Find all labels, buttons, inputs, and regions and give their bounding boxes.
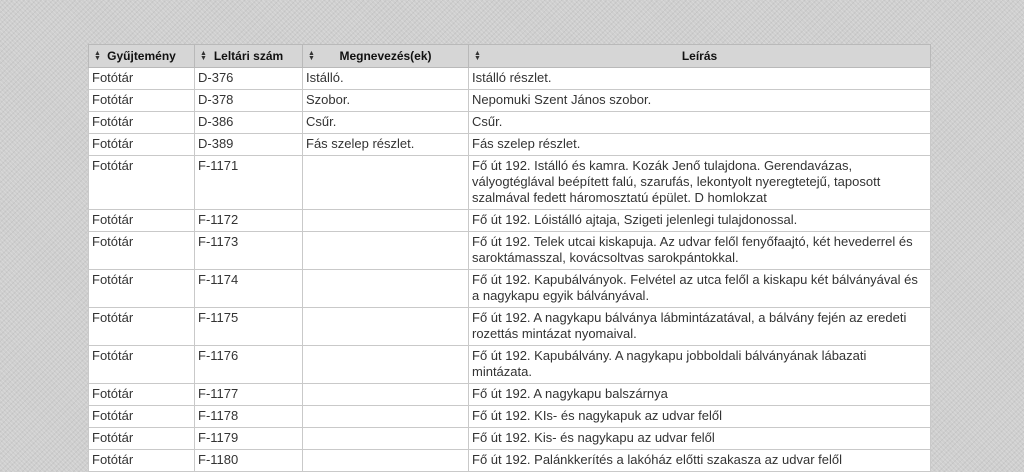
cell-inventory-number: D-376 <box>195 68 303 90</box>
cell-inventory-number: D-389 <box>195 134 303 156</box>
cell-description: Fő út 192. A nagykapu balszárnya <box>469 384 931 406</box>
cell-inventory-number: F-1177 <box>195 384 303 406</box>
table-row[interactable] <box>89 346 931 384</box>
cell-description: Fő út 192. Istálló és kamra. Kozák Jenő tulajdona. Gerendavázas, vályogtéglával beépített falú, szarufás, lekontyolt nyeregtetejű, taposott szalmával fedett háromosztatú épület. D homlokzat <box>469 156 931 210</box>
cell-inventory-number: F-1172 <box>195 210 303 232</box>
cell-description: Fő út 192. Lóistálló ajtaja, Szigeti jelenlegi tulajdonossal. <box>469 210 931 232</box>
table-header-row <box>89 45 931 68</box>
cell-description: Fő út 192. KIs- és nagykapuk az udvar felől <box>469 406 931 428</box>
sort-arrows-icon[interactable]: ▲ ▼ <box>308 50 315 62</box>
cell-names <box>303 428 469 450</box>
cell-names <box>303 156 469 210</box>
cell-collection: Fotótár <box>89 232 195 270</box>
sort-arrows-icon[interactable]: ▲ ▼ <box>200 50 207 62</box>
cell-collection: Fotótár <box>89 406 195 428</box>
cell-inventory-number: F-1178 <box>195 406 303 428</box>
table-row[interactable] <box>89 134 931 156</box>
cell-names <box>303 346 469 384</box>
table-row[interactable] <box>89 112 931 134</box>
cell-names: Istálló. <box>303 68 469 90</box>
cell-names <box>303 210 469 232</box>
cell-collection: Fotótár <box>89 270 195 308</box>
cell-inventory-number: F-1173 <box>195 232 303 270</box>
table-row[interactable] <box>89 156 931 210</box>
cell-description: Csűr. <box>469 112 931 134</box>
column-header-collection[interactable] <box>89 45 195 68</box>
cell-collection: Fotótár <box>89 346 195 384</box>
table-row[interactable] <box>89 270 931 308</box>
table-row[interactable] <box>89 68 931 90</box>
table-row[interactable] <box>89 308 931 346</box>
column-header-names[interactable] <box>303 45 469 68</box>
sort-arrows-icon[interactable]: ▲ ▼ <box>94 50 101 62</box>
cell-collection: Fotótár <box>89 428 195 450</box>
cell-collection: Fotótár <box>89 112 195 134</box>
cell-collection: Fotótár <box>89 68 195 90</box>
column-header-description[interactable] <box>469 45 931 68</box>
cell-collection: Fotótár <box>89 210 195 232</box>
table-body <box>89 68 931 472</box>
cell-names: Fás szelep részlet. <box>303 134 469 156</box>
cell-inventory-number: F-1174 <box>195 270 303 308</box>
cell-collection: Fotótár <box>89 134 195 156</box>
column-header-inventory-number[interactable] <box>195 45 303 68</box>
records-table <box>88 44 931 472</box>
cell-collection: Fotótár <box>89 450 195 472</box>
cell-names <box>303 384 469 406</box>
table-row[interactable] <box>89 428 931 450</box>
cell-collection: Fotótár <box>89 90 195 112</box>
column-header-label: Leltári szám <box>213 49 284 63</box>
cell-description: Fő út 192. Kapubálványok. Felvétel az utca felől a kiskapu két bálványával és a nagykapu egyik bálványával. <box>469 270 931 308</box>
cell-inventory-number: F-1171 <box>195 156 303 210</box>
cell-description: Fő út 192. Palánkkerítés a lakóház előtti szakasza az udvar felől <box>469 450 931 472</box>
table-row[interactable] <box>89 232 931 270</box>
cell-description: Nepomuki Szent János szobor. <box>469 90 931 112</box>
cell-names <box>303 232 469 270</box>
cell-inventory-number: F-1175 <box>195 308 303 346</box>
cell-description: Fő út 192. Kis- és nagykapu az udvar felől <box>469 428 931 450</box>
cell-inventory-number: F-1180 <box>195 450 303 472</box>
cell-names <box>303 450 469 472</box>
cell-names <box>303 270 469 308</box>
records-panel <box>88 44 930 472</box>
table-row[interactable] <box>89 90 931 112</box>
cell-description: Fő út 192. Kapubálvány. A nagykapu jobboldali bálványának lábazati mintázata. <box>469 346 931 384</box>
column-header-label: Megnevezés(ek) <box>339 49 432 63</box>
cell-names: Szobor. <box>303 90 469 112</box>
cell-inventory-number: D-386 <box>195 112 303 134</box>
table-row[interactable] <box>89 406 931 428</box>
cell-collection: Fotótár <box>89 384 195 406</box>
cell-description: Fás szelep részlet. <box>469 134 931 156</box>
sort-arrows-icon[interactable]: ▲ ▼ <box>474 50 481 62</box>
cell-collection: Fotótár <box>89 156 195 210</box>
column-header-label: Leírás <box>681 49 718 63</box>
table-row[interactable] <box>89 210 931 232</box>
cell-inventory-number: D-378 <box>195 90 303 112</box>
cell-inventory-number: F-1176 <box>195 346 303 384</box>
cell-description: Fő út 192. A nagykapu bálványa lábmintázatával, a bálvány fején az eredeti rozettás mintázat nyomaival. <box>469 308 931 346</box>
cell-names <box>303 406 469 428</box>
cell-names <box>303 308 469 346</box>
cell-names: Csűr. <box>303 112 469 134</box>
table-row[interactable] <box>89 450 931 472</box>
cell-collection: Fotótár <box>89 308 195 346</box>
table-row[interactable] <box>89 384 931 406</box>
column-header-label: Gyűjtemény <box>107 49 176 63</box>
cell-inventory-number: F-1179 <box>195 428 303 450</box>
cell-description: Istálló részlet. <box>469 68 931 90</box>
cell-description: Fő út 192. Telek utcai kiskapuja. Az udvar felől fenyőfaajtó, két hevederrel és saroktámasszal, kovácsoltvas sarokpántokkal. <box>469 232 931 270</box>
